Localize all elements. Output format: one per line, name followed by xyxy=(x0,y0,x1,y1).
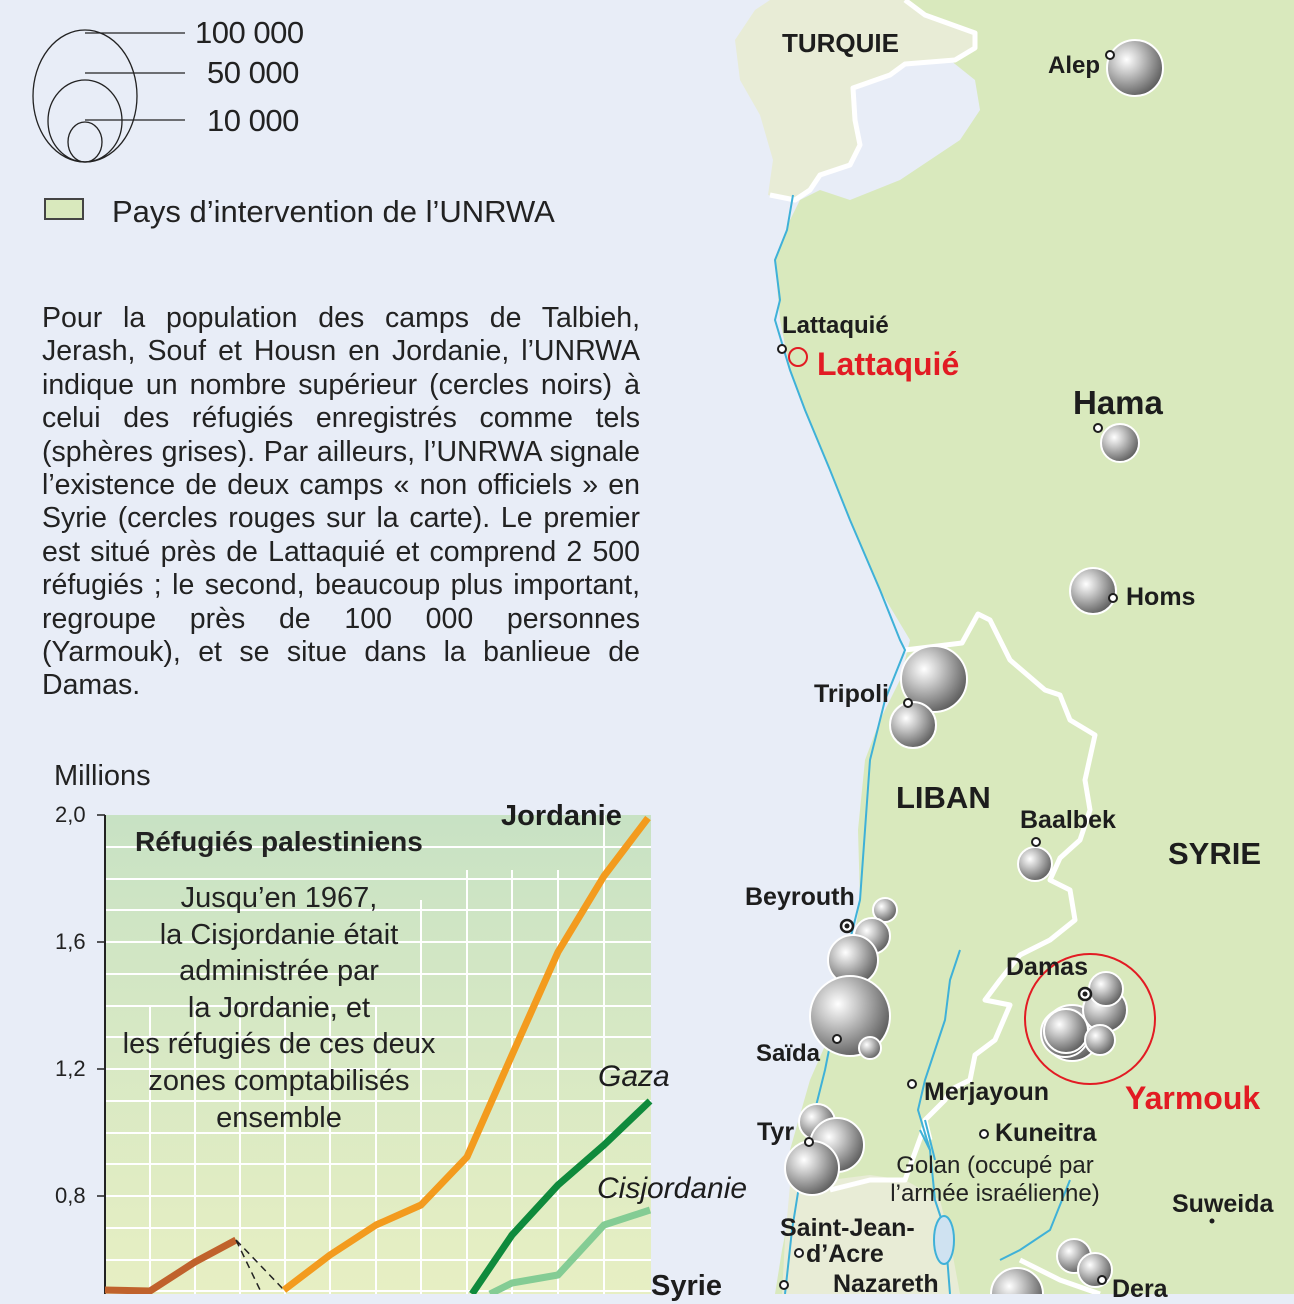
lake-tiberias xyxy=(934,1216,954,1264)
legend-circles xyxy=(33,30,185,162)
city-label-beyrouth: Beyrouth xyxy=(745,883,855,911)
city-label-dera: Dera xyxy=(1112,1275,1168,1303)
legend-unrwa-swatch xyxy=(44,198,84,220)
city-label-alep: Alep xyxy=(1048,52,1101,79)
city-label-saint-jean-1: Saint-Jean- xyxy=(780,1214,915,1242)
chart-annotation-line: zones comptabilisés xyxy=(148,1064,410,1097)
chart-annotation-line: la Cisjordanie était xyxy=(159,918,399,951)
series-label-jordanie: Jordanie xyxy=(501,800,622,832)
series-label-cisjordanie: Cisjordanie xyxy=(597,1172,748,1205)
golan-label xyxy=(880,1152,1110,1208)
explanatory-paragraph: Pour la population des camps de Talbieh, Jerash, Souf et Housn en Jordanie, l’UNRWA indique un nombre supérieur (cercles noirs) à celui des réfugiés enregistrés comme tels (sphères grises). Par ailleurs, l’UNRWA signale l’existence de deux camps « non officiels » en Syrie (cercles rouges sur la carte). Le premier est situé près de Lattaquié et comprend 2 500 réfugiés ; le second, beaucoup plus important, regroupe près de 100 000 personnes (Yarmouk), et se situe dans la banlieue de Damas. xyxy=(42,302,640,702)
series-label-gaza: Gaza xyxy=(598,1060,670,1093)
series-label-syrie: Syrie xyxy=(651,1270,722,1302)
city-label-baalbek: Baalbek xyxy=(1020,806,1116,834)
golan-label-line2: l’armée israélienne) xyxy=(890,1180,1100,1207)
city-label-lattaquie: Lattaquié xyxy=(782,312,889,339)
city-label-suweida: Suweida xyxy=(1172,1190,1274,1218)
chart-ytick-1-2: 1,2 xyxy=(55,1056,86,1081)
chart-annotation-line: ensemble xyxy=(216,1101,342,1134)
chart-annotation-line: administrée par xyxy=(179,955,379,988)
city-label-kuneitra: Kuneitra xyxy=(995,1119,1097,1147)
city-label-saida: Saïda xyxy=(756,1040,821,1067)
chart-title: Réfugiés palestiniens xyxy=(135,826,423,857)
chart-annotation-line: la Jordanie, et xyxy=(187,991,371,1024)
camp-label-yarmouk: Yarmouk xyxy=(1125,1080,1261,1116)
chart-annotation xyxy=(110,880,448,1136)
city-label-saint-jean-2: d’Acre xyxy=(806,1240,884,1268)
chart-ytick-0-8: 0,8 xyxy=(55,1183,86,1208)
chart-ytick-2-0: 2,0 xyxy=(55,802,86,827)
city-label-homs: Homs xyxy=(1126,583,1196,611)
chart-ytick-1-6: 1,6 xyxy=(55,929,86,954)
city-label-tyr: Tyr xyxy=(757,1118,795,1146)
chart-annotation-line: Jusqu’en 1967, xyxy=(180,882,378,914)
city-label-merjayoun: Merjayoun xyxy=(924,1078,1050,1106)
legend-size-50000: 50 000 xyxy=(207,55,299,90)
country-label-turkey: TURQUIE xyxy=(782,28,899,58)
city-label-hama: Hama xyxy=(1073,384,1163,421)
city-label-damas: Damas xyxy=(1006,953,1088,981)
chart-annotation-line: les réfugiés de ces deux xyxy=(122,1028,436,1061)
country-label-syria: SYRIE xyxy=(1168,836,1262,871)
camp-label-lattaquie: Lattaquié xyxy=(817,346,960,382)
country-label-lebanon: LIBAN xyxy=(896,780,991,815)
golan-label-line1: Golan (occupé par xyxy=(896,1152,1094,1179)
legend-size-100000: 100 000 xyxy=(195,15,304,50)
legend-unrwa-label: Pays d’intervention de l’UNRWA xyxy=(112,194,555,229)
chart-y-axis-label: Millions xyxy=(54,760,151,792)
city-label-nazareth: Nazareth xyxy=(833,1270,939,1298)
suweida-dot xyxy=(1210,1219,1215,1224)
city-label-tripoli: Tripoli xyxy=(814,680,889,708)
legend-size-10000: 10 000 xyxy=(207,103,299,138)
